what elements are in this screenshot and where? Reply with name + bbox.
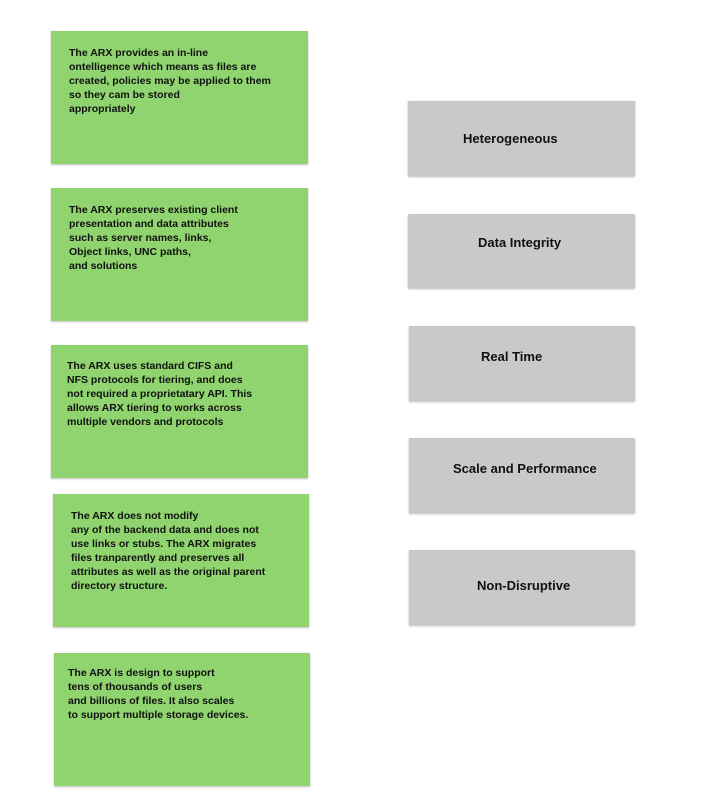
description-card[interactable] — [54, 653, 310, 786]
term-label: Data Integrity — [478, 234, 562, 250]
term-box-heterogeneous[interactable] — [408, 101, 635, 176]
term-label: Scale and Performance — [453, 461, 597, 476]
description-text: The ARX does not modify any of the backend data and does not use links or stubs. The ARX migrates files tranparently and preserves all attributes as well as the original parent directory structure. — [71, 510, 266, 592]
description-card[interactable] — [51, 345, 308, 478]
description-text: The ARX uses standard CIFS and NFS protocols for tiering, and does not required a proprietatary API. This allows ARX tiering to works across multiple vendors and protocols — [67, 360, 253, 428]
description-card[interactable] — [51, 188, 308, 321]
description-card[interactable] — [53, 494, 309, 627]
term-label: Non-Disruptive — [477, 578, 571, 593]
term-box-data-integrity[interactable] — [408, 214, 635, 288]
description-text: The ARX preserves existing client presentation and data attributes such as server names, links, Object links, UNC paths, and solutions — [69, 204, 238, 272]
term-box-scale-and-performance[interactable] — [409, 438, 635, 513]
term-label: Real Time — [481, 349, 543, 364]
description-text: The ARX provides an in-line ontelligence which means as files are created, policies may be applied to them so they cam be stored appropriately — [69, 47, 271, 115]
term-box-real-time[interactable] — [409, 326, 635, 401]
term-label: Heterogeneous — [463, 131, 558, 146]
description-card[interactable] — [51, 31, 308, 164]
term-box-non-disruptive[interactable] — [409, 550, 635, 625]
description-text: The ARX is design to support tens of thousands of users and billions of files. It also scales to support multiple storage devices. — [68, 667, 249, 721]
